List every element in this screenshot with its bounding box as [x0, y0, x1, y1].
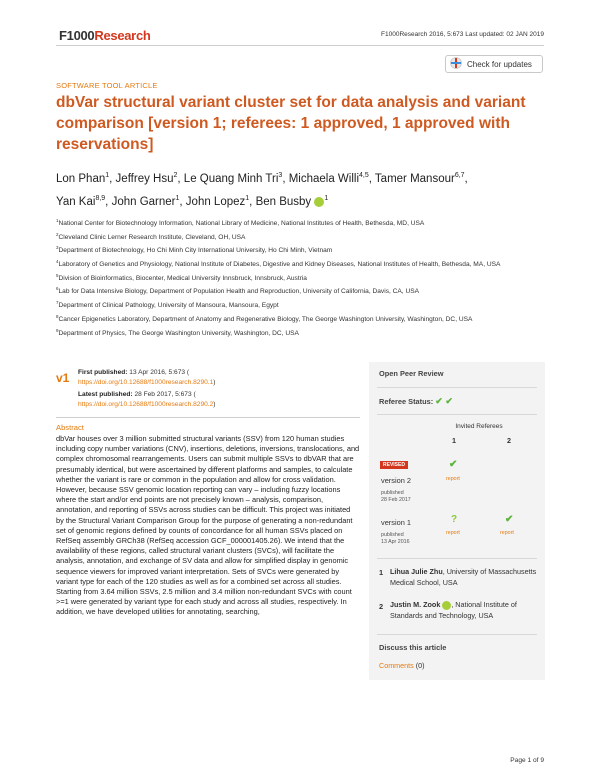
affiliation: $^9$Department of Physics, The George Washington University, Washington, DC, USA: [56, 327, 299, 337]
version-label: v1: [56, 371, 70, 385]
affiliation-list: [56, 216, 546, 339]
author[interactable]: Yan Kai$^{8,9}$: [56, 194, 106, 208]
referee-number: 1: [379, 568, 384, 577]
abstract-divider: [56, 417, 360, 418]
latest-doi-link[interactable]: https://doi.org/10.12688/f1000research.8290.2: [78, 401, 214, 408]
abstract-heading: Abstract: [56, 423, 84, 432]
author[interactable]: Lon Phan$^1$: [56, 172, 110, 185]
affiliation: $^6$Lab for Data Intensive Biology, Department of Population Health and Reproduction, University of California, Davis, CA, USA: [56, 286, 420, 296]
crossmark-icon: [450, 57, 462, 71]
author[interactable]: Michaela Willi$^{4,5}$: [288, 172, 369, 185]
logo-suffix: Research: [94, 28, 151, 43]
reservations-question-icon: ?: [451, 514, 458, 525]
author[interactable]: Ben Busby $^1$: [255, 194, 329, 208]
affiliation: $^7$Department of Clinical Pathology, University of Mansoura, Mansoura, Egypt: [56, 300, 279, 310]
report-link[interactable]: report: [446, 476, 460, 482]
abstract-text: dbVar houses over 3 million submitted structural variants (SSV) from 120 human studies including copy number variations (CNV), insertions, deletions, inversions, translocations, and complex chromosomal rearrangements. Users can submit multiple SSVs to dbVAR that are presumably identical, but were ascertained by different platforms and samples, to calculate whether the variant is rare or common in the population and allow for cross validation. However, because SSV genomic location reporting can vary – including fuzzy locations where the start and/or end points are not precisely known – analysis, comparison, annotation, and reporting of SSVs across studies can be difficult. This project was initiated by the Structural Variant Comparison Group for the purpose of generating a non-redundant set of genomic regions defined by counts of concordance for all human SSVs placed on RefSeq assembly GRCh38 (RefSeq accession GCF_000001405.26). We intend that the availability of these regions, called structural variant clusters (SVCs), will facilitate the analysis, annotation, and exchange of SV data and allow for simplified display in genomic sequence viewers for improved variant interpretation. Sets of SVCs were generated by variant type for each of the 120 studies as well as for a combined set across all studies. Starting from 3.64 million SSVs, 2.5 million and 3.4 million non-redundant SVCs with count >=1 were generated by variant type for each study and across all studies, respectively. In addition, we have developed utilities for annotating, searching,: [56, 434, 360, 617]
referee-column-2: 2: [507, 436, 511, 445]
approved-check-icon: ✔: [505, 514, 514, 525]
comments-link[interactable]: Comments: [379, 661, 414, 670]
referee-name[interactable]: Justin M. Zook: [390, 600, 441, 609]
article-title: dbVar structural variant cluster set for data analysis and variant comparison [version 1; referees: 1 approved, 1 approved with reservations]: [56, 94, 526, 153]
page-number: Page 1 of 9: [510, 757, 544, 764]
first-doi-link[interactable]: https://doi.org/10.12688/f1000research.8290.1: [78, 379, 214, 386]
latest-published: Latest published: 28 Feb 2017, 5:673 ( https://doi.org/10.12688/f1000research.8290.2): [78, 391, 216, 408]
affiliation: $^1$National Center for Biotechnology Information, National Library of Medicine, National Institutes of Health, Bethesda, MD, USA: [56, 218, 425, 228]
orcid-icon[interactable]: [314, 197, 324, 207]
discuss-heading: Discuss this article: [379, 643, 447, 652]
referee-status: Referee Status: ✔ ✔: [379, 396, 453, 406]
check-for-updates-button[interactable]: [445, 55, 543, 73]
report-link[interactable]: report: [446, 530, 460, 536]
author[interactable]: Le Quang Minh Tri$^3$: [183, 172, 283, 185]
header-divider: [56, 45, 544, 46]
referee-name[interactable]: Lihua Julie Zhu: [390, 567, 443, 576]
referee-column-1: 1: [452, 436, 456, 445]
citation-line: F1000Research 2016, 5:673 Last updated: 02 JAN 2019: [381, 31, 544, 38]
affiliation: $^5$Division of Bioinformatics, Biocenter, Medical University Innsbruck, Innsbruck, Austria: [56, 272, 307, 282]
author-list: Lon Phan$^1$, Jeffrey Hsu$^2$, Le Quang Minh Tri$^3$, Michaela Willi$^{4,5}$, Tamer Mansour$^{6,7}$, Yan Kai$^{8,9}$, John Garner$^1$, John Lopez$^1$, Ben Busby $^1$: [56, 172, 468, 208]
author[interactable]: Jeffrey Hsu$^2$: [115, 172, 178, 185]
version-2-label[interactable]: version 2: [381, 476, 411, 485]
approved-check-icon: ✔: [449, 459, 458, 470]
logo-prefix: F1000: [59, 28, 95, 43]
journal-logo: [59, 28, 151, 43]
approved-check-icon: ✔ ✔: [435, 396, 453, 406]
version-1-published: published 13 Apr 2016: [381, 532, 410, 545]
panel-divider: [377, 558, 537, 559]
orcid-icon[interactable]: [442, 601, 451, 610]
invited-referees-label: Invited Referees: [455, 423, 503, 430]
revised-badge: REVISED: [380, 461, 408, 469]
first-published: First published: 13 Apr 2016, 5:673 ( https://doi.org/10.12688/f1000research.8290.1): [78, 369, 216, 386]
author[interactable]: John Garner$^1$: [111, 194, 180, 208]
comments-line: Comments (0): [379, 661, 425, 670]
article-type: SOFTWARE TOOL ARTICLE: [56, 81, 158, 90]
version-2-published: published 28 Feb 2017: [381, 490, 411, 503]
version-1-label[interactable]: version 1: [381, 518, 411, 527]
affiliation: $^2$Cleveland Clinic Lerner Research Institute, Cleveland, OH, USA: [56, 231, 246, 241]
check-for-updates-label: Check for updates: [467, 59, 532, 69]
panel-divider: [377, 634, 537, 635]
referee-entry: Lihua Julie Zhu, University of Massachusetts Medical School, USA: [390, 567, 537, 587]
report-link[interactable]: report: [500, 530, 514, 536]
affiliation: $^3$Department of Biotechnology, Ho Chi Minh City International University, Ho Chi Minh, Vietnam: [56, 245, 333, 255]
author[interactable]: Tamer Mansour$^{6,7}$: [374, 172, 465, 185]
referee-number: 2: [379, 602, 384, 611]
panel-divider: [377, 414, 537, 415]
open-peer-review-heading: Open Peer Review: [379, 369, 444, 378]
author[interactable]: John Lopez$^1$: [185, 194, 250, 208]
affiliation: $^4$Laboratory of Genetics and Physiology, National Institute of Diabetes, Digestive and Kidney Diseases, National Institutes of Health, Bethesda, MA, USA: [56, 259, 501, 269]
panel-divider: [377, 387, 537, 388]
affiliation: $^8$Cancer Epigenetics Laboratory, Department of Anatomy and Regenerative Biology, The George Washington University, Washington, DC, USA: [56, 313, 473, 323]
referee-entry: Justin M. Zook , National Institute of Standards and Technology, USA: [390, 600, 517, 620]
